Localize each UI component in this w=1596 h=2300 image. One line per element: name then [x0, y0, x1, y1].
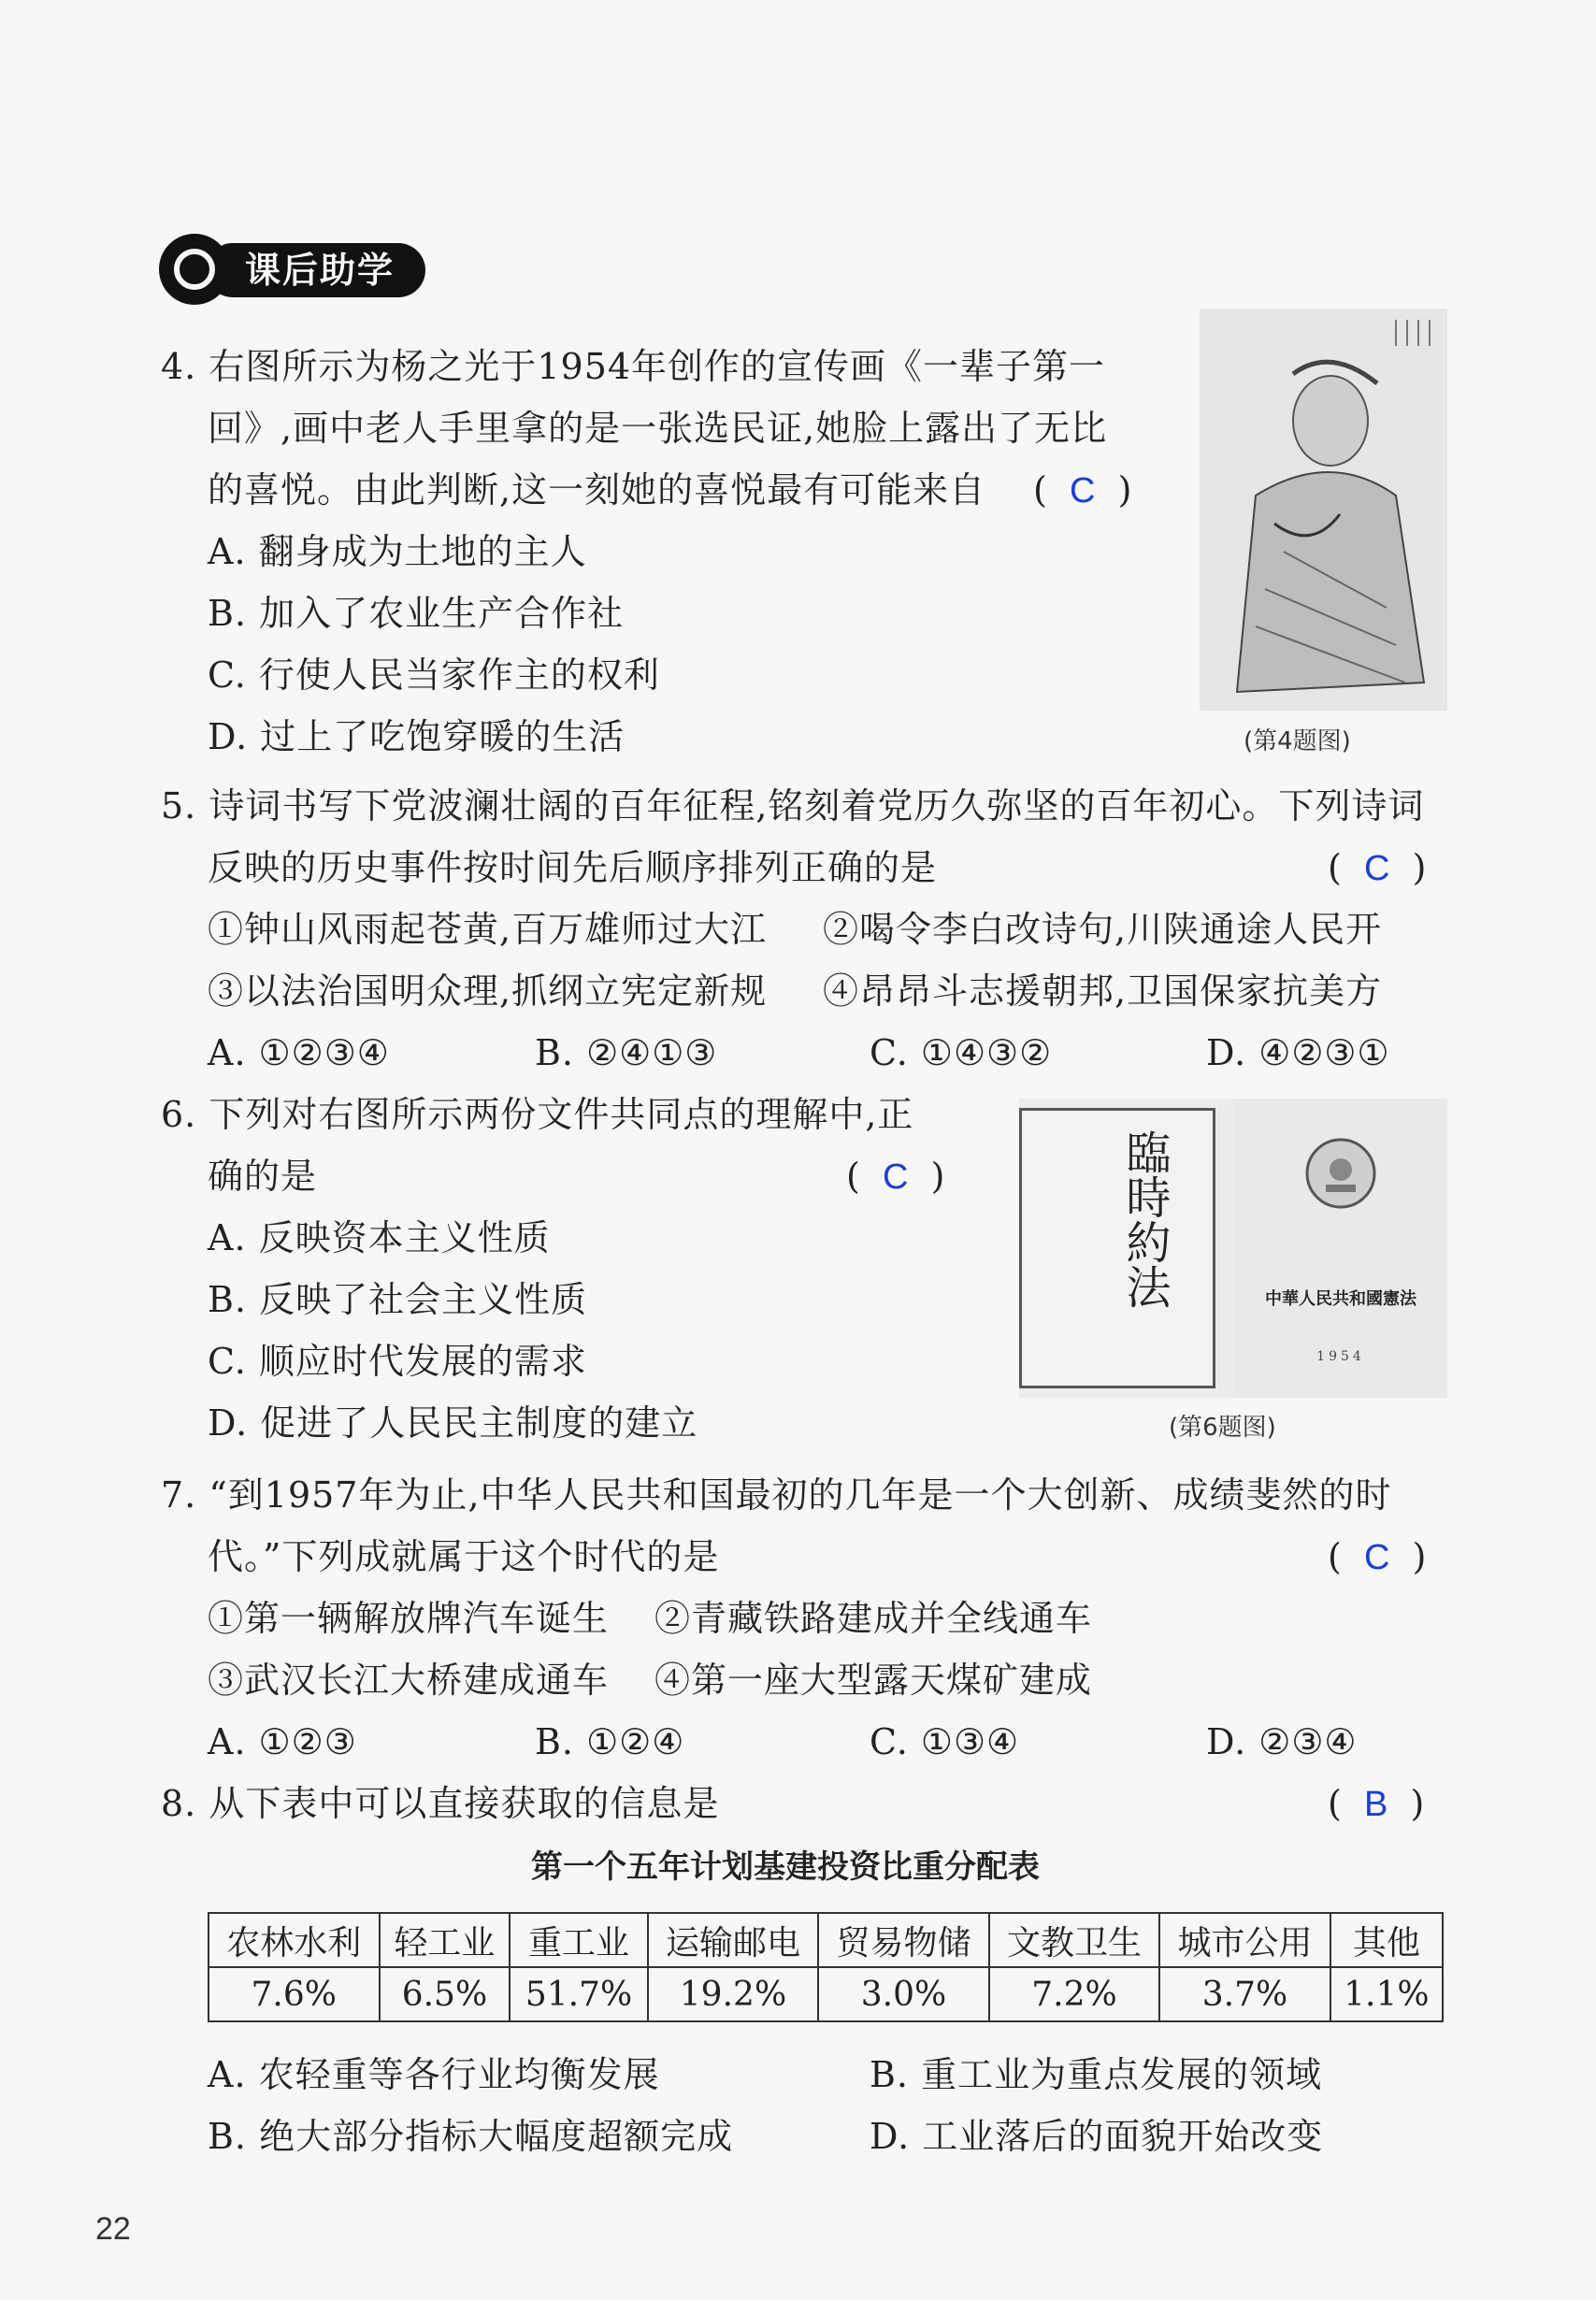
q5-item-4: ④昂昂斗志援朝邦,卫国保家抗美方: [823, 970, 1383, 1012]
q6-option-c: C. 顺应时代发展的需求: [208, 1341, 587, 1382]
table-header-cell: 运输邮电: [648, 1913, 819, 1967]
table-cell: 3.0%: [818, 1967, 989, 2021]
q4-stem-line-2: 回》,画中老人手里拿的是一张选民证,她脸上露出了无比: [208, 408, 1108, 449]
table-header-cell: 贸易物储: [818, 1913, 989, 1967]
table-header-cell: 其他: [1330, 1913, 1443, 1967]
q5-option-a: A. ①②③④: [208, 1032, 390, 1073]
q8-option-d: D. 工业落后的面貌开始改变: [870, 2116, 1324, 2157]
table-header-row: [208, 1913, 1443, 1967]
q7-item-1: ①第一辆解放牌汽车诞生: [208, 1598, 610, 1639]
table-cell: 51.7%: [510, 1967, 647, 2021]
q7-answer-bracket: ( C ): [1328, 1536, 1427, 1577]
q5-item-3: ③以法治国明众理,抓纲立宪定新规: [208, 970, 768, 1012]
q5-item-2: ②喝令李白改诗句,川陕通途人民开: [823, 909, 1383, 950]
table-header-cell: 轻工业: [380, 1913, 510, 1967]
q5-item-1: ①钟山风雨起苍黄,百万雄师过大江: [208, 909, 768, 950]
table-header-cell: 农林水利: [208, 1913, 380, 1967]
table-cell: 19.2%: [648, 1967, 819, 2021]
q7-option-b: B. ①②④: [535, 1721, 685, 1762]
section-header: [159, 234, 439, 309]
q4-answer-bracket: ( C ): [1033, 469, 1132, 510]
page-number: 22: [95, 2211, 131, 2247]
q7-option-c: C. ①③④: [870, 1721, 1020, 1762]
national-emblem-icon: [1303, 1136, 1378, 1211]
q8-stem: 8. 从下表中可以直接获取的信息是: [161, 1783, 720, 1824]
table-header-cell: 重工业: [510, 1913, 647, 1967]
q7-option-d: D. ②③④: [1206, 1721, 1358, 1762]
q5-answer: C: [1364, 849, 1390, 888]
investment-table: [208, 1912, 1444, 2022]
table-title: 第一个五年计划基建投资比重分配表: [531, 1848, 1040, 1886]
doc1-title: 臨時約法: [1118, 1129, 1171, 1309]
doc2-title: 中華人民共和國憲法: [1265, 1289, 1416, 1309]
table-cell: 6.5%: [380, 1967, 510, 2021]
q8-answer-bracket: ( B ): [1328, 1783, 1425, 1824]
q5-option-b: B. ②④①③: [535, 1032, 718, 1073]
q8-option-b: B. 重工业为重点发展的领域: [870, 2054, 1323, 2095]
provisional-constitution-doc: [1019, 1108, 1215, 1388]
q4-figure-painting: [1200, 309, 1447, 711]
header-title: 课后助学: [245, 250, 395, 291]
q8-answer: B: [1364, 1785, 1388, 1824]
table-cell: 1.1%: [1330, 1967, 1443, 2021]
q4-figure-caption: (第4题图): [1244, 727, 1351, 755]
table-cell: 3.7%: [1159, 1967, 1330, 2021]
q7-item-2: ②青藏铁路建成并全线通车: [654, 1598, 1093, 1639]
q5-stem-line-2: 反映的历史事件按时间先后顺序排列正确的是: [208, 847, 938, 888]
q6-answer: C: [883, 1157, 909, 1197]
q7-item-4: ④第一座大型露天煤矿建成: [654, 1660, 1093, 1701]
q4-option-b: B. 加入了农业生产合作社: [208, 593, 625, 634]
q5-option-d: D. ④②③①: [1206, 1032, 1390, 1073]
table-cell: 7.6%: [208, 1967, 380, 2021]
q6-option-a: A. 反映资本主义性质: [208, 1217, 551, 1258]
q4-stem-line-3: 的喜悦。由此判断,这一刻她的喜悦最有可能来自: [208, 469, 986, 510]
q7-answer: C: [1364, 1538, 1390, 1577]
q6-stem-line-1: 6. 下列对右图所示两份文件共同点的理解中,正: [161, 1094, 914, 1135]
q7-item-3: ③武汉长江大桥建成通车: [208, 1660, 610, 1701]
q7-stem-line-2: 代。”下列成就属于这个时代的是: [208, 1536, 720, 1577]
doc2-year: 1954: [1316, 1349, 1365, 1364]
q6-answer-bracket: ( C ): [846, 1156, 945, 1197]
table-header-cell: 城市公用: [1159, 1913, 1330, 1967]
q6-option-b: B. 反映了社会主义性质: [208, 1279, 588, 1320]
q4-stem-line-1: 4. 右图所示为杨之光于1954年创作的宣传画《一辈子第一: [161, 346, 1106, 387]
table-header-cell: 文教卫生: [989, 1913, 1160, 1967]
q8-option-c: B. 绝大部分指标大幅度超额完成: [208, 2116, 734, 2157]
constitution-1954-doc: [1234, 1099, 1447, 1398]
q5-stem-line-1: 5. 诗词书写下党波澜壮阔的百年征程,铭刻着党历久弥坚的百年初心。下列诗词: [161, 785, 1425, 827]
q5-option-c: C. ①④③②: [870, 1032, 1053, 1073]
q6-stem-line-2: 确的是: [208, 1156, 318, 1197]
table-row: [208, 1967, 1443, 2021]
q4-option-c: C. 行使人民当家作主的权利: [208, 654, 660, 696]
q6-figure-caption: (第6题图): [1169, 1414, 1276, 1442]
q6-figure-documents: [1019, 1099, 1447, 1398]
table-cell: 7.2%: [989, 1967, 1160, 2021]
q4-answer: C: [1070, 471, 1096, 510]
q7-stem-line-1: 7. “到1957年为止,中华人民共和国最初的几年是一个大创新、成绩斐然的时: [161, 1474, 1392, 1516]
q5-answer-bracket: ( C ): [1328, 847, 1427, 888]
aperture-icon: [159, 234, 230, 305]
q4-option-d: D. 过上了吃饱穿暖的生活: [208, 716, 625, 757]
q7-option-a: A. ①②③: [208, 1721, 357, 1762]
q6-option-d: D. 促进了人民民主制度的建立: [208, 1402, 698, 1444]
q4-option-a: A. 翻身成为土地的主人: [208, 531, 587, 572]
q8-option-a: A. 农轻重等各行业均衡发展: [208, 2054, 660, 2095]
